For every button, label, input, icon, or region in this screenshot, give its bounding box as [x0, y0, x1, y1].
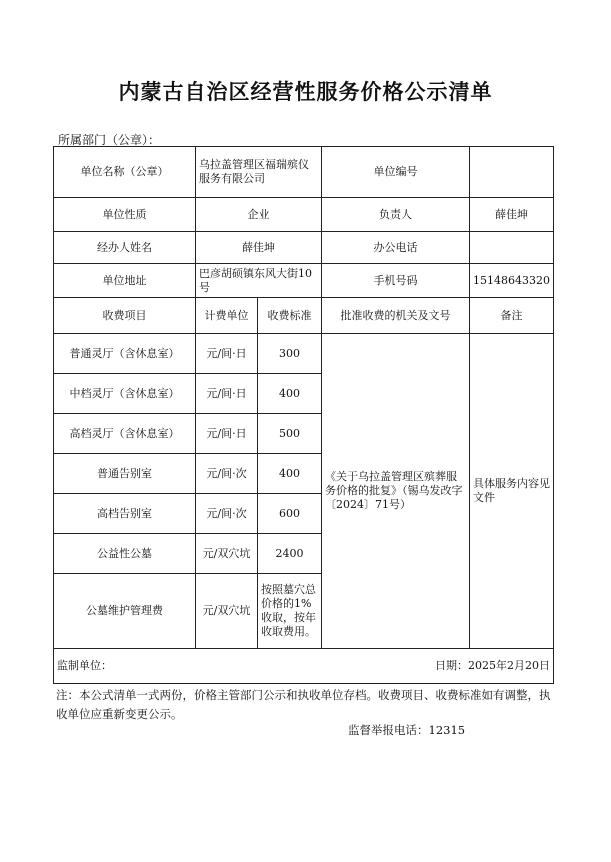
office-phone-value	[470, 232, 554, 264]
fee-item: 高档告别室	[54, 494, 196, 534]
address-row	[54, 264, 554, 298]
hotline-text: 监督举报电话：12315	[348, 723, 466, 737]
unit-nature-label: 单位性质	[54, 198, 196, 232]
fee-standard: 400	[258, 454, 322, 494]
supervise-label: 监制单位：	[57, 659, 112, 672]
responsible-label: 负责人	[322, 198, 470, 232]
fee-item: 公益性公墓	[54, 534, 196, 574]
approval-document: 《关于乌拉盖管理区殡葬服务价格的批复》（锡乌发改字〔2024〕71号）	[322, 334, 470, 649]
handler-label: 经办人姓名	[54, 232, 196, 264]
unit-nature-value: 企业	[196, 198, 322, 232]
fee-header-row	[54, 298, 554, 334]
fee-item: 公墓维护管理费	[54, 574, 196, 649]
fee-unit: 元/双穴坑	[196, 574, 258, 649]
fee-unit: 元/间·日	[196, 334, 258, 374]
page-title: 内蒙古自治区经营性服务价格公示清单	[118, 79, 493, 104]
unit-code-label: 单位编号	[322, 147, 470, 198]
responsible-value: 薛佳坤	[470, 198, 554, 232]
signature-row	[54, 649, 554, 684]
header-item: 收费项目	[54, 298, 196, 334]
price-form-table	[53, 146, 554, 684]
fee-item: 中档灵厅（含休息室）	[54, 374, 196, 414]
fee-item: 普通告别室	[54, 454, 196, 494]
header-approval: 批准收费的机关及文号	[322, 298, 470, 334]
department-label: 所属部门（公章）：	[58, 133, 161, 147]
fee-item: 高档灵厅（含休息室）	[54, 414, 196, 454]
date-text: 日期：2025年2月20日	[435, 659, 550, 672]
note-text: 注：本公式清单一式两份，价格主管部门公示和执收单位存档。收费项目、收费标准如有调整，执收单位应重新变更公示。	[56, 688, 551, 721]
mobile-value: 15148643320	[470, 264, 554, 298]
fee-standard: 500	[258, 414, 322, 454]
unit-name-value: 乌拉盖管理区福瑞殡仪服务有限公司	[196, 147, 322, 198]
mobile-label: 手机号码	[322, 264, 470, 298]
fee-standard: 400	[258, 374, 322, 414]
unit-code-value	[470, 147, 554, 198]
fee-standard: 600	[258, 494, 322, 534]
fee-row	[54, 334, 554, 374]
address-value: 巴彦胡硕镇东风大街10号	[196, 264, 322, 298]
header-unit: 计费单位	[196, 298, 258, 334]
address-label: 单位地址	[54, 264, 196, 298]
office-phone-label: 办公电话	[322, 232, 470, 264]
unit-nature-row	[54, 198, 554, 232]
unit-name-row	[54, 147, 554, 198]
fee-unit: 元/双穴坑	[196, 534, 258, 574]
handler-value: 薛佳坤	[196, 232, 322, 264]
fee-unit: 元/间·次	[196, 494, 258, 534]
remark-value: 具体服务内容见文件	[470, 334, 554, 649]
fee-unit: 元/间·次	[196, 454, 258, 494]
signature-cell	[54, 649, 554, 684]
handler-row	[54, 232, 554, 264]
fee-unit: 元/间·日	[196, 414, 258, 454]
fee-unit: 元/间·日	[196, 374, 258, 414]
fee-item: 普通灵厅（含休息室）	[54, 334, 196, 374]
fee-standard: 2400	[258, 534, 322, 574]
fee-standard: 300	[258, 334, 322, 374]
header-standard: 收费标准	[258, 298, 322, 334]
unit-name-label: 单位名称（公章）	[54, 147, 196, 198]
fee-standard: 按照墓穴总价格的1%收取，按年收取费用。	[258, 574, 322, 649]
header-remark: 备注	[470, 298, 554, 334]
